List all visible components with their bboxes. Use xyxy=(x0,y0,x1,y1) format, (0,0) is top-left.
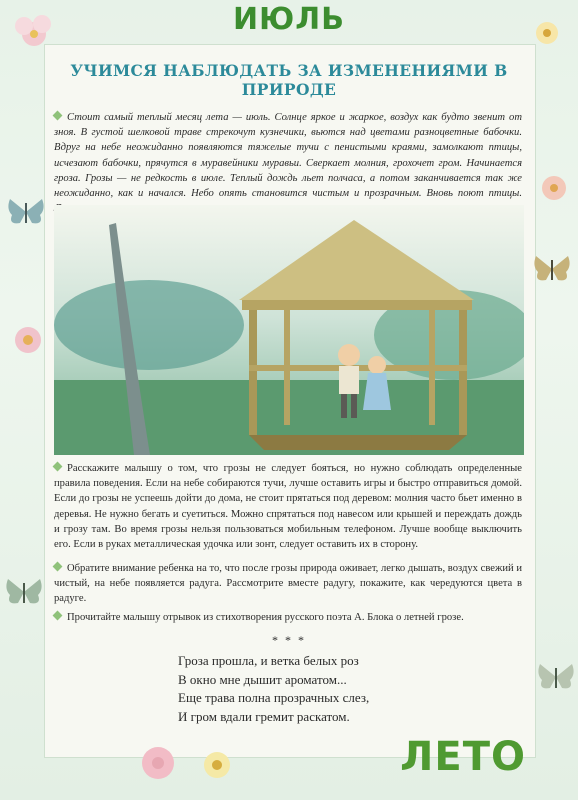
paragraph-text: Стоит самый теплый месяц лета — июль. Солнце яркое и жаркое, воздух как будто звенит от зноя. В густой шелковой траве стрекочут кузнечики, вьются над цветами разноцветные бабочки. Вдруг на небе неожиданно появляются тяжелые тучи с пенистыми краями, замолкают птицы, исчезают бабочки, прячутся в муравейники муравьи. Сверкает молния, грохочет гром. Начинается гроза. Грозы — не редкость в июле. Теплый дождь льет полчаса, а потом заканчивается так же неожиданно, как и начался. Небо опять становится чистым и прозрачным. Вновь поют птицы. xyxy=(54,112,522,200)
poem-line: И гром вдали гремит раскатом. xyxy=(178,708,350,724)
flower-decoration-bottom-left xyxy=(130,735,186,791)
bullet-icon xyxy=(53,611,63,621)
poem-line: Гроза прошла, и ветка белых роз xyxy=(178,653,359,668)
flower-decoration-bottom xyxy=(194,742,240,788)
poem-separator: * * * xyxy=(272,633,306,647)
bullet-icon xyxy=(53,111,63,121)
butterfly-decoration-bottom-left xyxy=(4,575,44,609)
poem xyxy=(178,652,369,726)
poem-line: Еще трава полна прозрачных слез, xyxy=(178,690,370,705)
illustration-gazebo-rain xyxy=(54,205,524,455)
section-heading: УЧИМСЯ НАБЛЮДАТЬ ЗА ИЗМЕНЕНИЯМИ В ПРИРОДЕ xyxy=(70,61,508,99)
flower-decoration-left xyxy=(6,318,50,362)
bullet-icon xyxy=(53,562,63,572)
paragraph-intro xyxy=(54,110,522,216)
flower-decoration-right xyxy=(534,168,574,208)
bullet-icon xyxy=(53,462,63,472)
butterfly-decoration-left xyxy=(6,195,46,229)
paragraph-text: Расскажите малышу о том, что грозы не следует бояться, но нужно соблюдать определенные правила поведения. Если на небе собираются тучи, лучше оставить игры и быстро отправиться домой. Если до грозы не успеешь дойти до дома, не стоит прятаться под деревом: молния часто бьет именно в деревья. Не нужно бегать и суетиться. Можно спрятаться под навесом или крышей и переждать дождь и грозу там. Во время грозы нельзя пользоваться мобильным телефоном. Лучше вообще выключить его. Если в руках металлическая удочка или зонт, следует оставить их в сторону. xyxy=(54,463,522,551)
paragraph-rainbow xyxy=(54,561,522,607)
butterfly-decoration-bottom-right xyxy=(536,660,576,694)
paragraph-poem-intro xyxy=(54,610,522,625)
month-title: ИЮЛЬ xyxy=(232,2,346,37)
butterfly-decoration-right xyxy=(532,252,572,286)
paragraph-text: Прочитайте малышу отрывок из стихотворения русского поэта А. Блока о летней грозе. xyxy=(67,612,464,623)
season-label: ЛЕТО xyxy=(400,734,526,780)
paragraph-safety xyxy=(54,461,522,552)
paragraph-text: Обратите внимание ребенка на то, что после грозы природа оживает, легко дышать, воздух свежий и чистый, на небе появляется радуга. Рассмотрите вместе радугу, покажите, как чередуются цвета в радуге. xyxy=(54,563,522,605)
poem-line: В окно мне дышит ароматом... xyxy=(178,671,347,687)
